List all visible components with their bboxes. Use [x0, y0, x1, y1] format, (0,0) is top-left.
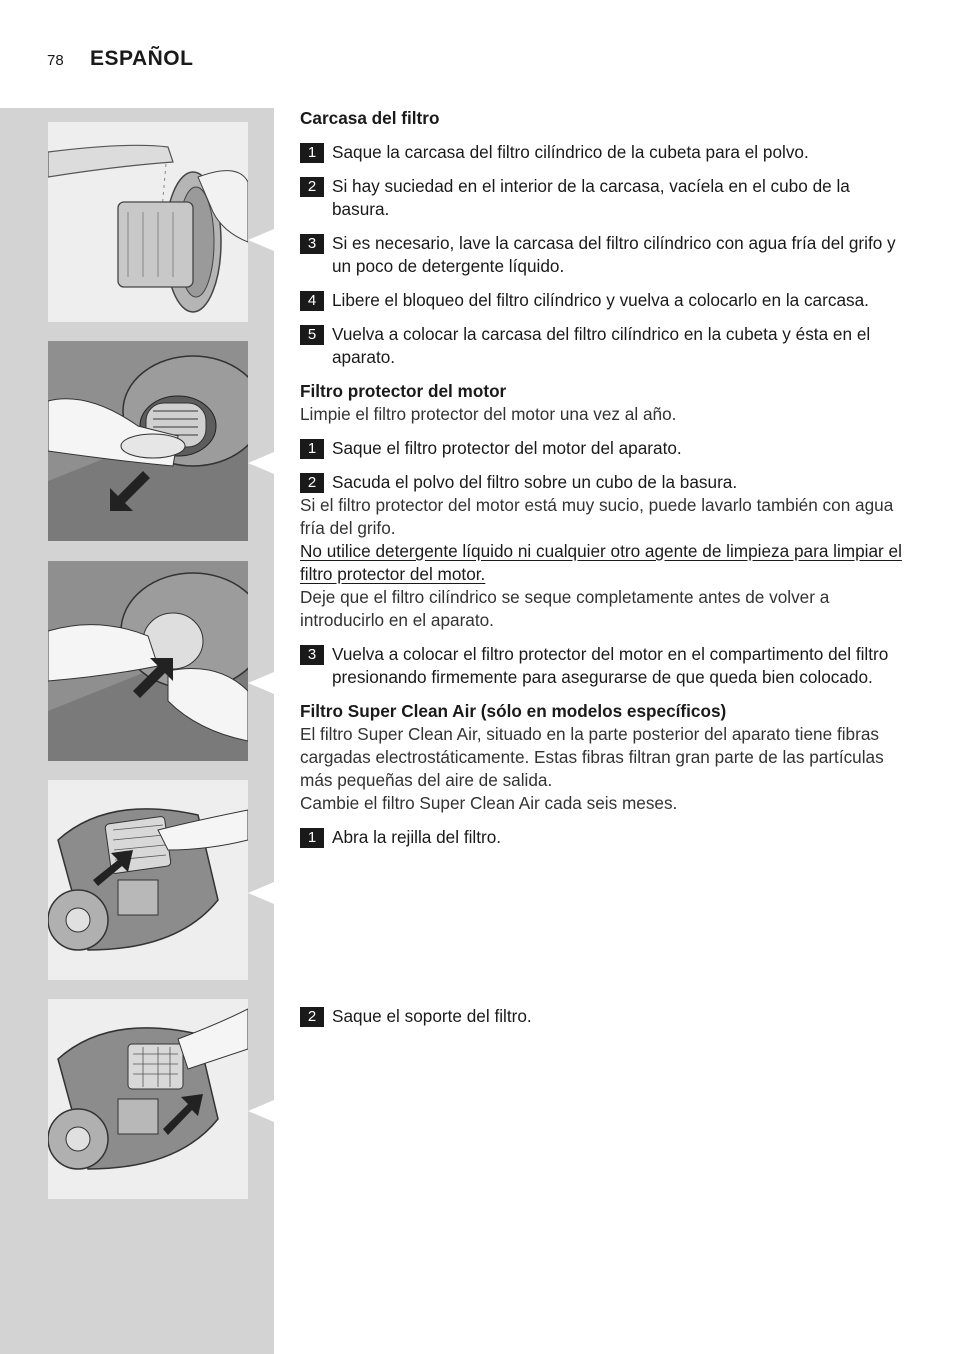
step-number: 4 [300, 291, 324, 311]
step-5 [300, 323, 910, 369]
step-text: Si es necesario, lave la carcasa del filtro cilíndrico con agua fría del grifo y un poco de detergente líquido. [332, 233, 896, 276]
step-number: 1 [300, 439, 324, 459]
motor-filter-note: Si el filtro protector del motor está muy sucio, puede lavarlo también con agua fría del grifo. [300, 495, 894, 538]
step-number: 2 [300, 473, 324, 493]
pointer-notch [248, 229, 274, 251]
step-2 [300, 471, 910, 494]
step-4 [300, 289, 910, 312]
super-clean-air-replace-note: Cambie el filtro Super Clean Air cada seis meses. [300, 793, 678, 813]
section-title-motor-filter: Filtro protector del motor [300, 381, 507, 401]
pointer-notch [248, 452, 274, 474]
step-text: Vuelva a colocar la carcasa del filtro cilíndrico en la cubeta y ésta en el aparato. [332, 324, 871, 367]
step-text: Si hay suciedad en el interior de la carcasa, vacíela en el cubo de la basura. [332, 176, 850, 219]
step-3 [300, 643, 910, 689]
step-text: Abra la rejilla del filtro. [332, 827, 502, 847]
instructions [300, 107, 910, 849]
pointer-notch [248, 1100, 274, 1122]
motor-filter-remove-illustration [48, 341, 248, 541]
step-number: 1 [300, 828, 324, 848]
step-number: 3 [300, 645, 324, 665]
step-number: 2 [300, 177, 324, 197]
section-title-filter-housing: Carcasa del filtro [300, 108, 440, 128]
step-number: 3 [300, 234, 324, 254]
filter-holder-remove-illustration [48, 999, 248, 1199]
step-text: Saque la carcasa del filtro cilíndrico de la cubeta para el polvo. [332, 142, 809, 162]
step-text: Saque el soporte del filtro. [332, 1006, 532, 1026]
step-3 [300, 232, 910, 278]
filter-housing-rinse-illustration [48, 122, 248, 322]
step-1 [300, 141, 910, 164]
step-number: 5 [300, 325, 324, 345]
pointer-notch [248, 672, 274, 694]
step-number: 2 [300, 1007, 324, 1027]
page-number: 78 [47, 52, 64, 69]
motor-filter-note-dry: Deje que el filtro cilíndrico se seque completamente antes de volver a introducirlo en el aparato. [300, 587, 830, 630]
pointer-notch [248, 882, 274, 904]
warning-text: No utilice detergente líquido ni cualquier otro agente de limpieza para limpiar el filtro protector del motor. [300, 541, 902, 584]
instructions-continued [300, 1005, 910, 1028]
step-text: Saque el filtro protector del motor del aparato. [332, 438, 682, 458]
step-number: 1 [300, 143, 324, 163]
step-1 [300, 826, 910, 849]
step-2 [300, 1005, 910, 1028]
language-heading: ESPAÑOL [90, 47, 194, 70]
step-text: Vuelva a colocar el filtro protector del motor en el compartimento del filtro presionando firmemente para asegurarse de que queda bien colocado. [332, 644, 889, 687]
step-text: Libere el bloqueo del filtro cilíndrico y vuelva a colocarlo en la carcasa. [332, 290, 869, 310]
motor-filter-intro: Limpie el filtro protector del motor una vez al año. [300, 404, 677, 424]
step-text: Sacuda el polvo del filtro sobre un cubo de la basura. [332, 472, 738, 492]
super-clean-air-intro: El filtro Super Clean Air, situado en la parte posterior del aparato tiene fibras cargadas electrostáticamente. Estas fibras filtran gran parte de las partículas más pequeñas del aire de salida. [300, 724, 884, 790]
motor-filter-insert-illustration [48, 561, 248, 761]
section-title-super-clean-air: Filtro Super Clean Air (sólo en modelos específicos) [300, 701, 727, 721]
step-2 [300, 175, 910, 221]
filter-grille-open-illustration [48, 780, 248, 980]
step-1 [300, 437, 910, 460]
